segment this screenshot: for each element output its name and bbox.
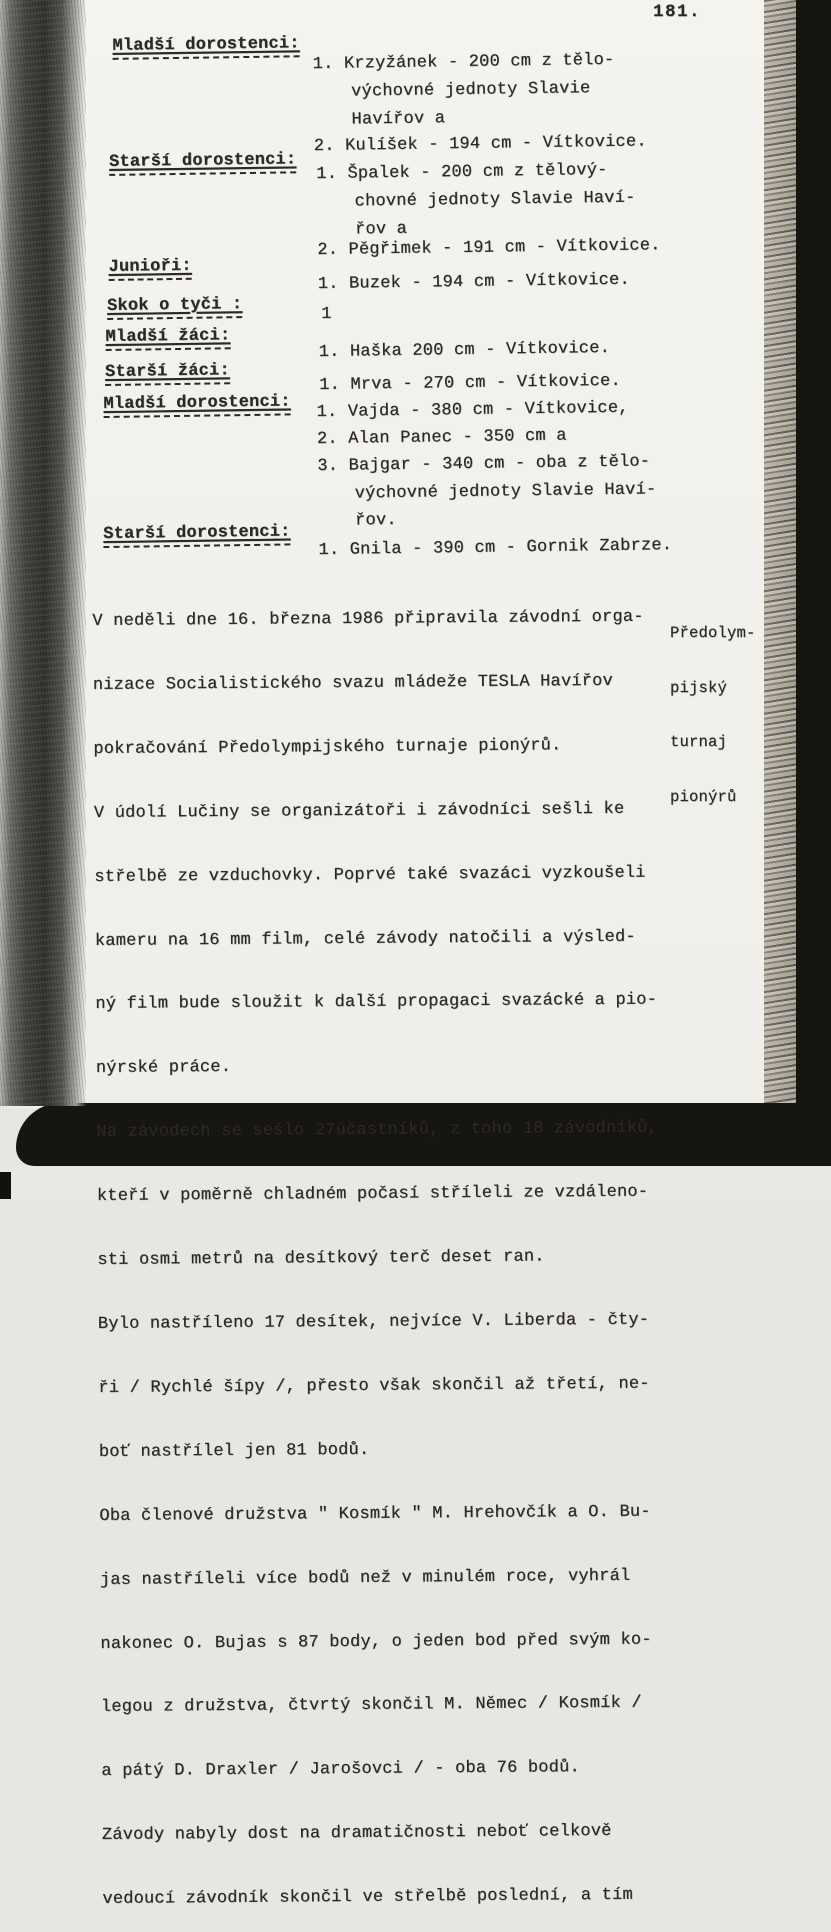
body-line: ři / Rychlé šípy /, přesto však skončil až třetí, ne- (98, 1374, 650, 1398)
body-line: boť nastřílel jen 81 bodů. (98, 1440, 370, 1462)
body-line: V údolí Lučiny se organizátoři i závodníci sešli ke (93, 799, 625, 823)
result-line: 2. Kulíšek - 194 cm - Vítkovice. (313, 132, 647, 157)
margin-note-line: pionýrů (670, 787, 737, 806)
results-heading: Starší žáci: (105, 361, 230, 386)
body-line: V neděli dne 16. března 1986 připravila závodní orga- (92, 607, 644, 632)
body-line: pokračování Předolympijského turnaje pionýrů. (93, 736, 562, 759)
result-line: výchovné jednoty Slavie Haví- (354, 480, 657, 504)
body-line: kameru na 16 mm film, celé závody natočili a výsled- (94, 927, 636, 951)
body-line: a pátý D. Draxler / Jarošovci / - oba 76 bodů. (101, 1758, 580, 1782)
body-line: střelbě ze vzduchovky. Poprvé také svazáci vyzkoušeli (94, 863, 646, 887)
result-line: 1. Vajda - 380 cm - Vítkovice, (316, 398, 629, 423)
body-line: Oba členové družstva " Kosmík " M. Hrehovčík a O. Bu- (99, 1502, 651, 1526)
bottom-left-black-mark (0, 1172, 11, 1199)
result-line: chovné jednoty Slavie Haví- (354, 188, 636, 212)
results-heading: Starší dorostenci: (103, 522, 291, 548)
results-heading: Starší dorostenci: (109, 150, 297, 176)
results-heading: Mladší dorostenci: (103, 392, 291, 418)
body-line: vedoucí závodník skončil ve střelbě poslední, a tím (102, 1885, 633, 1910)
body-line: nizace Socialistického svazu mládeže TESLA Havířov (92, 671, 614, 695)
result-line: 2. Alan Panec - 350 cm a (316, 426, 567, 450)
result-line: 1. Krzyžánek - 200 cm z tělo- (312, 50, 615, 75)
result-line: 1. Mrva - 270 cm - Vítkovice. (319, 371, 621, 396)
result-line: řov a (354, 219, 408, 240)
body-line: jas nastříleli více bodů než v minulém roce, vyhrál (99, 1566, 631, 1590)
margin-note-line: Předolym- (670, 624, 756, 642)
body-line: Na závodech se sešlo 27účastníků, z toho 18 závodníků, (96, 1118, 659, 1143)
results-heading: Mladší dorostenci: (112, 34, 300, 60)
result-line: 1. Špalek - 200 cm z tělový- (316, 160, 608, 185)
result-line: 2. Pěgřimek - 191 cm - Vítkovice. (317, 236, 661, 261)
body-line: kteří v poměrně chladném počasí stříleli ze vzdáleno- (96, 1182, 649, 1207)
results-heading: Skok o tyči : (107, 295, 243, 320)
results-heading: Junioři: (108, 257, 192, 281)
body-line: nýrské práce. (95, 1058, 232, 1079)
result-line: řov. (354, 510, 397, 531)
margin-note-line: pijský (670, 678, 728, 697)
result-line: 1 (321, 304, 332, 324)
body-line: Závody nabyly dost na dramatičnosti neboť celkově (101, 1822, 612, 1846)
result-line: výchovné jednoty Slavie (350, 79, 591, 102)
results-heading: Mladší žáci: (105, 326, 230, 351)
margin-note-line: turnaj (670, 733, 728, 752)
body-line: legou z družstva, čtvrtý skončil M. Němec / Kosmík / (100, 1694, 642, 1718)
body-line: nakonec O. Bujas s 87 body, o jeden bod před svým ko- (100, 1630, 652, 1654)
results-section (0, 0, 831, 604)
body-text (92, 566, 703, 1932)
result-line: 3. Bajgar - 340 cm - oba z tělo- (317, 452, 651, 477)
page-number: 181. (653, 2, 702, 22)
result-line: 1. Haška 200 cm - Vítkovice. (318, 338, 611, 363)
result-line: Havířov a (351, 109, 446, 130)
result-line: 1. Buzek - 194 cm - Vítkovice. (317, 270, 630, 295)
body-line: sti osmi metrů na desítkový terč deset ran. (97, 1247, 545, 1271)
result-line: 1. Gnila - 390 cm - Gornik Zabrze. (318, 536, 673, 561)
body-line: ný film bude sloužit k další propagaci svazácké a pio- (95, 991, 658, 1015)
body-line: Bylo nastříleno 17 desítek, nejvíce V. Liberda - čty- (97, 1310, 650, 1334)
